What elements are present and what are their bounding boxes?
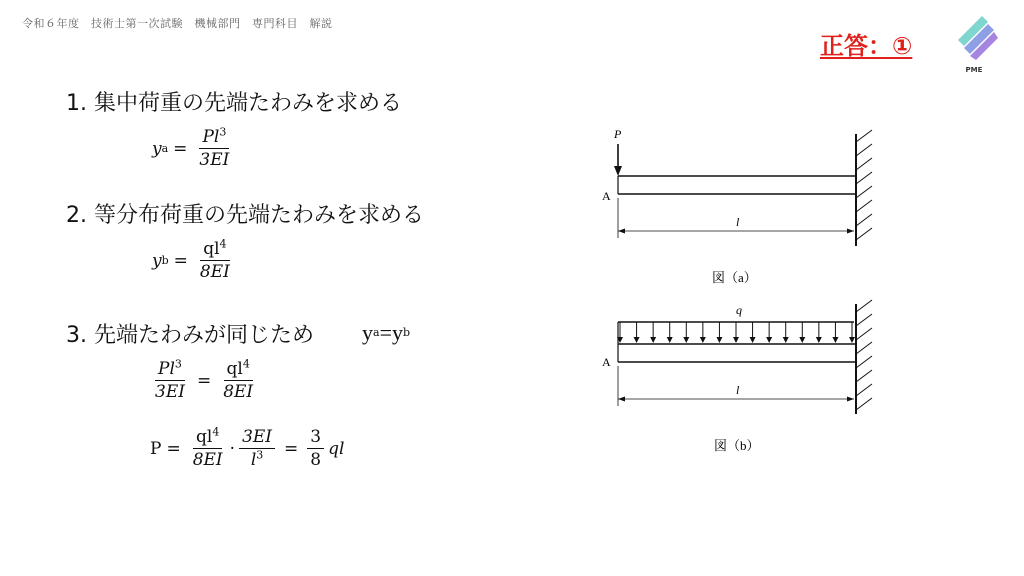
header-title: 令和６年度 技術士第一次試験 機械部門 専門科目 解説 xyxy=(22,17,333,30)
pme-logo xyxy=(948,10,1000,76)
equation-yb: y b = $\frac{ql^4}{8EI}$ xyxy=(152,240,237,281)
load-arrow-head xyxy=(766,337,772,343)
cond-lhs: y xyxy=(362,320,373,345)
load-arrow-head xyxy=(634,337,640,343)
ya-num-sup: 3 xyxy=(219,125,227,139)
ya-num: Pl xyxy=(202,127,220,147)
yb-lhs: y xyxy=(152,250,162,271)
caption-b: 図（b） xyxy=(714,438,760,453)
res-f3-den: 8 xyxy=(310,450,322,470)
equation-condition: y a = y b xyxy=(362,320,411,345)
ya-den: 3EI xyxy=(199,150,230,170)
res-tail: ql xyxy=(328,438,345,459)
res-f1-den: 8EI xyxy=(192,450,223,470)
equation-equality: $\frac{Pl^3}{3EI}$ = $\frac{ql^4}{8EI}$ xyxy=(148,360,260,401)
yb-num: ql xyxy=(203,239,220,259)
distributed-load-arrows xyxy=(617,322,855,343)
label-A-a: A xyxy=(602,189,611,203)
load-arrow-head xyxy=(816,337,822,343)
load-arrow-head xyxy=(650,337,656,343)
beam-b xyxy=(618,322,856,362)
label-l-a: l xyxy=(736,215,740,229)
load-arrow-head xyxy=(783,337,789,343)
load-arrow-head xyxy=(667,337,673,343)
yb-den: 8EI xyxy=(199,262,230,282)
figure-a xyxy=(590,120,890,290)
label-q: q xyxy=(736,303,742,317)
logo-text: PME xyxy=(965,66,983,74)
equation-result: P = $\frac{ql^4}{8EI}$ · $\frac{3EI}{l^3}$ = $\frac{3}{8}$ ql xyxy=(150,425,345,470)
cond-rhs: y xyxy=(391,320,403,345)
load-arrow-head xyxy=(733,337,739,343)
eq-r-num-sup: 4 xyxy=(242,357,250,371)
load-arrow-head xyxy=(750,337,756,343)
load-arrow-head xyxy=(799,337,805,343)
step-3-title: 3. 先端たわみが同じため xyxy=(66,323,314,348)
eq-l-num: Pl xyxy=(158,359,175,379)
label-P: P xyxy=(614,127,622,141)
wall-b xyxy=(856,300,872,414)
caption-a: 図（a） xyxy=(712,270,757,285)
res-f2-den-sup: 3 xyxy=(256,448,264,462)
figure-b xyxy=(590,296,890,460)
point-load-arrow xyxy=(614,144,622,176)
step-2-title: 2. 等分布荷重の先端たわみを求める xyxy=(66,203,424,228)
logo-stripes-icon xyxy=(948,10,1000,66)
label-A-b: A xyxy=(602,355,611,369)
load-arrow-head xyxy=(700,337,706,343)
res-lhs: P xyxy=(150,438,162,459)
equation-ya: y a = $\frac{Pl^3}{3EI}$ xyxy=(152,128,236,169)
yb-num-sup: 4 xyxy=(219,237,227,251)
wall-a xyxy=(856,130,872,246)
answer-label: 正答：① xyxy=(820,32,913,60)
res-f2-num: 3EI xyxy=(239,428,275,449)
eq-r-num: ql xyxy=(226,359,243,379)
ya-lhs: y xyxy=(152,138,162,159)
res-f2-den: l xyxy=(250,450,257,470)
eq-l-num-sup: 3 xyxy=(174,357,182,371)
load-arrow-head xyxy=(683,337,689,343)
res-f1-num: ql xyxy=(196,427,213,447)
cond-eq: = xyxy=(379,320,392,345)
res-f3-num: 3 xyxy=(307,428,324,449)
res-f1-num-sup: 4 xyxy=(212,425,220,439)
load-arrow-head xyxy=(849,337,855,343)
eq-r-den: 8EI xyxy=(223,382,254,402)
step-1-title: 1. 集中荷重の先端たわみを求める xyxy=(66,91,402,116)
eq-l-den: 3EI xyxy=(155,382,185,402)
beam-a xyxy=(618,176,856,194)
load-arrow-head xyxy=(832,337,838,343)
label-l-b: l xyxy=(736,383,740,397)
load-arrow-head xyxy=(716,337,722,343)
